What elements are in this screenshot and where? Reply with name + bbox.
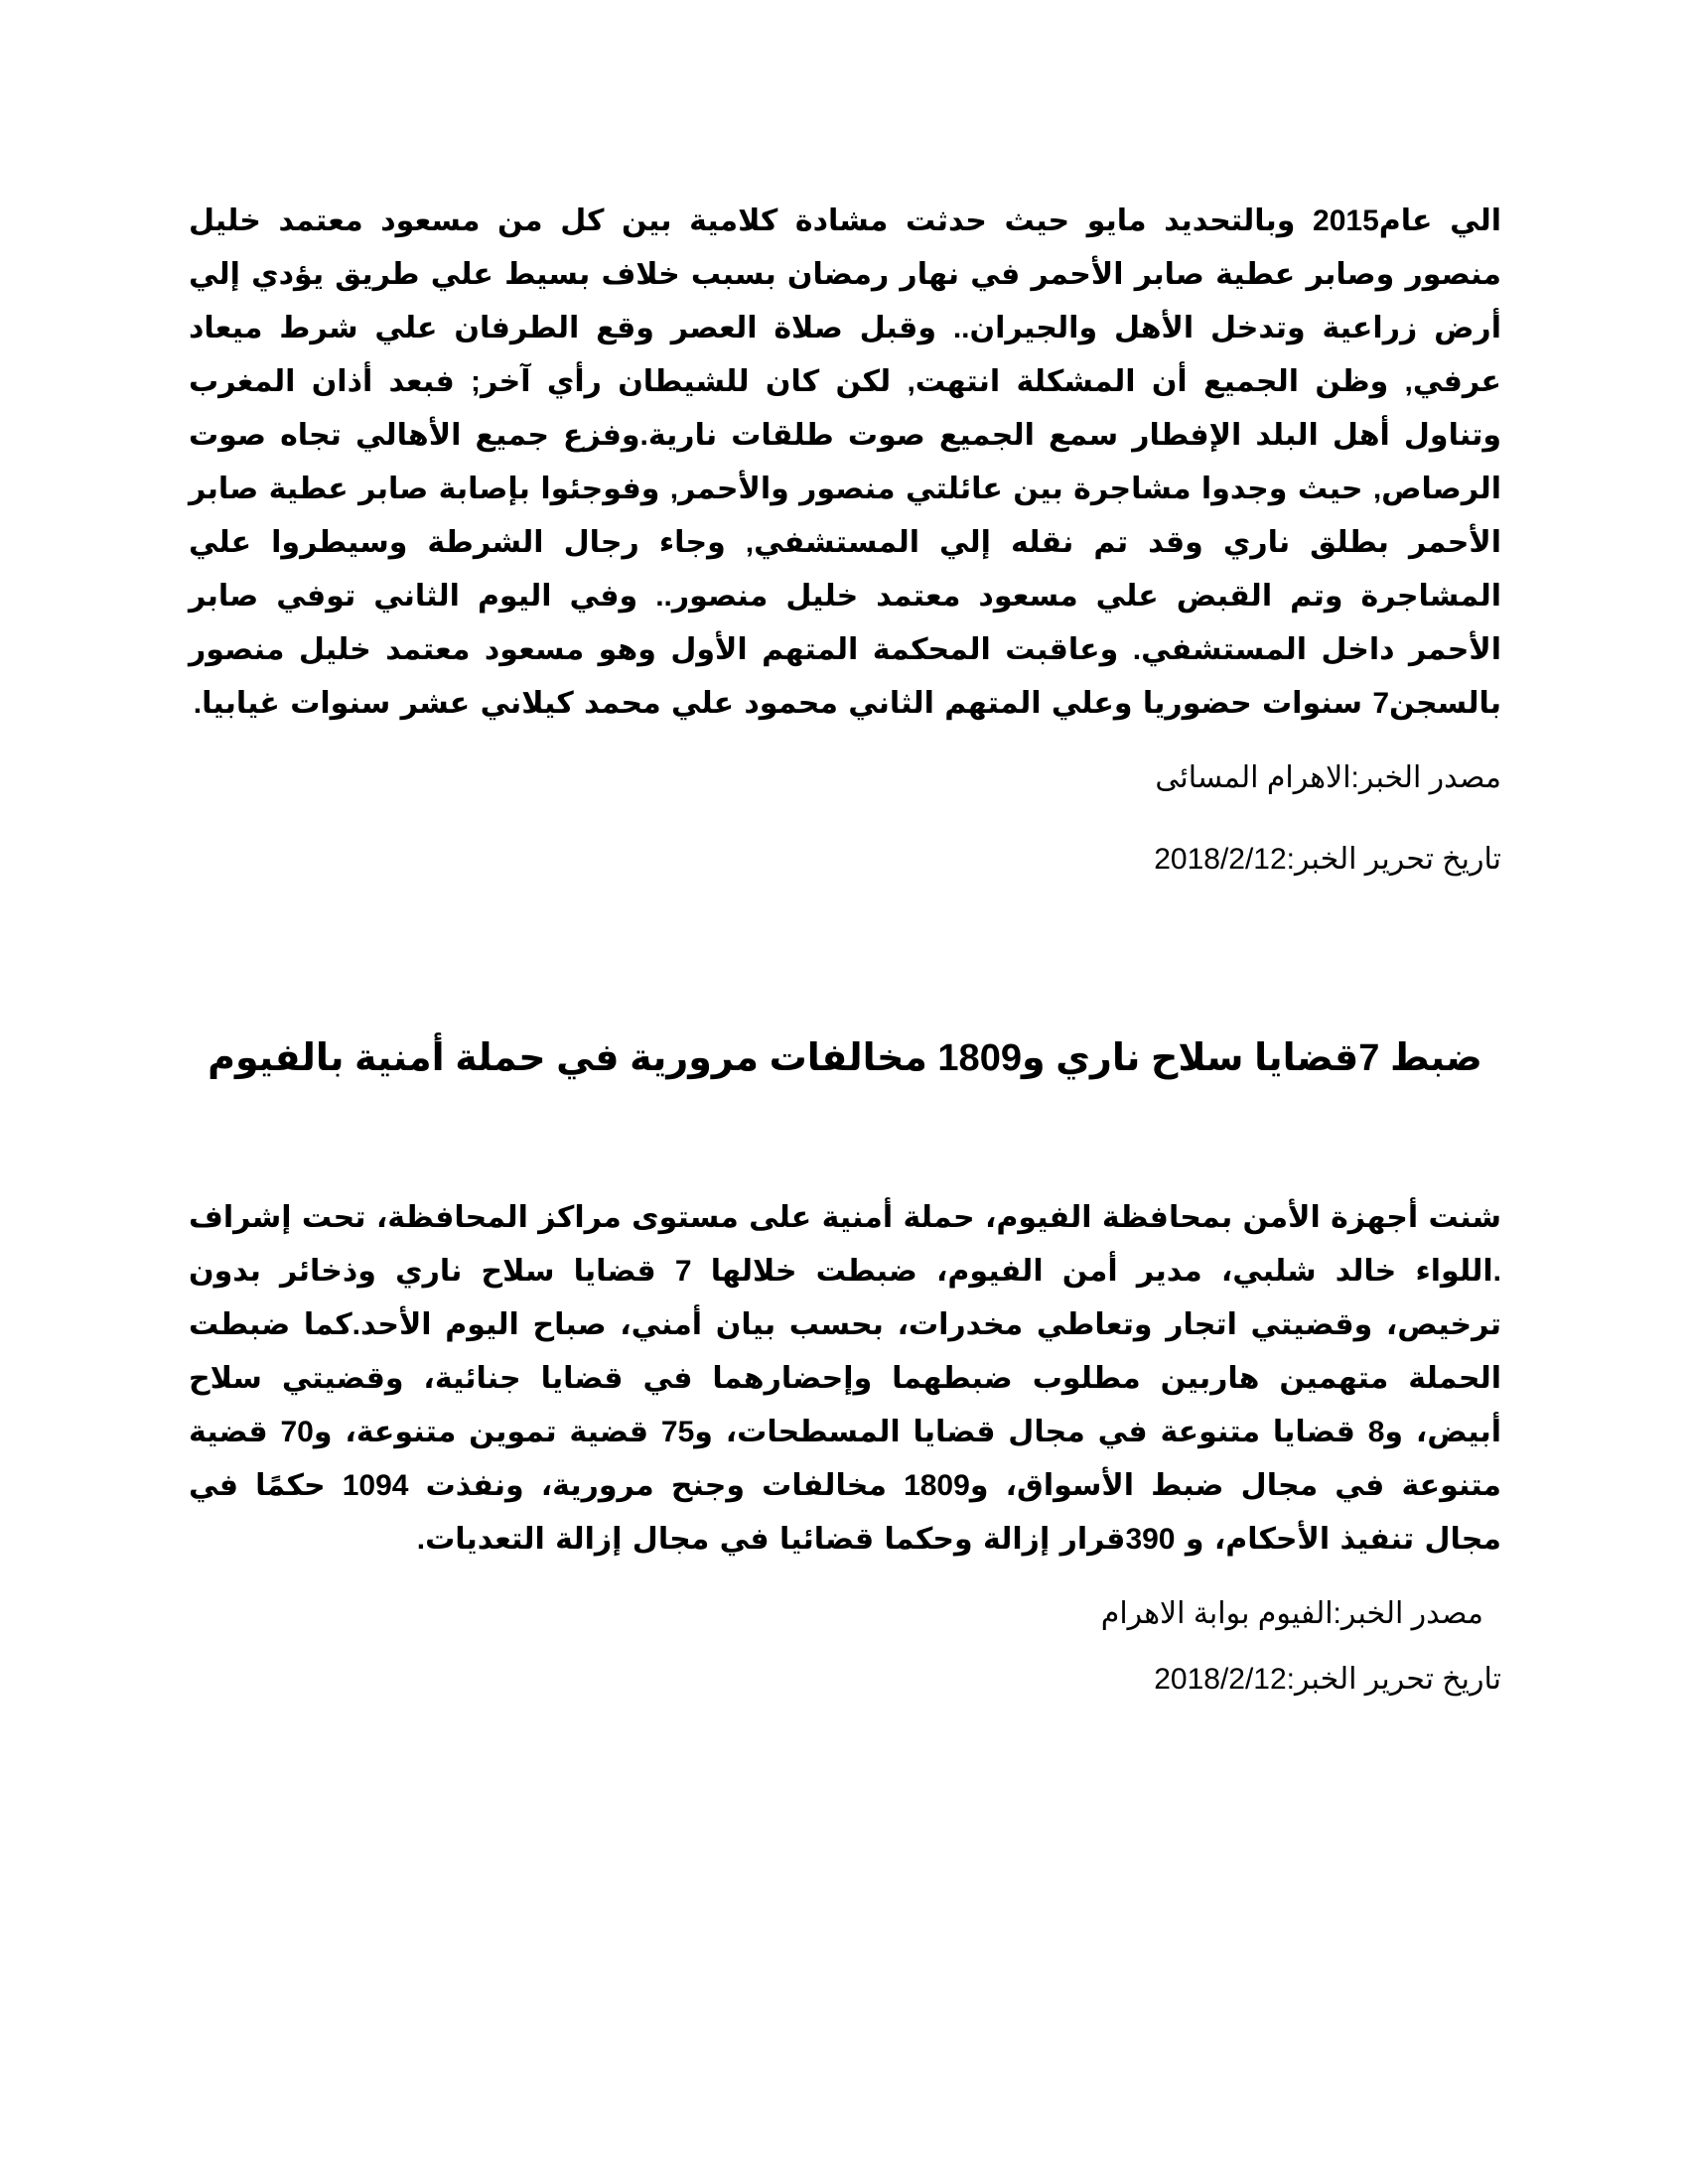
article1-body-paragraph: الي عام2015 وبالتحديد مايو حيث حدثت مشادة كلامية بين كل من مسعود معتمد خليل منصور وصابر عطية صابر الأحمر في نهار رمضان بسبب خلاف بسيط علي طريق يؤدي إلي أرض زراعية وتدخل الأهل والجيران.. وقبل صلاة العصر وقع الطرفان علي شرط ميعاد عرفي, وظن الجميع أن المشكلة انتهت, لكن كان للشيطان رأي آخر; فبعد أذان المغرب وتناول أهل البلد الإفطار سمع الجميع صوت طلقات نارية.وفزع جميع الأهالي تجاه صوت الرصاص, حيث وجدوا مشاجرة بين عائلتي منصور والأحمر, وفوجئوا بإصابة صابر عطية صابر الأحمر بطلق ناري وقد تم نقله إلي المستشفي, وجاء رجال الشرطة وسيطروا علي المشاجرة وتم القبض علي مسعود معتمد خليل منصور.. وفي اليوم الثاني توفي صابر الأحمر داخل المستشفي. وعاقبت المحكمة المتهم الأول وهو مسعود معتمد خليل منصور بالسجن7 سنوات حضوريا وعلي المتهم الثاني محمود علي محمد كيلاني عشر سنوات غيابيا. [189, 205, 1501, 720]
article2-headline: ضبط 7قضايا سلاح ناري و1809 مخالفات مرورية في حملة أمنية بالفيوم [208, 1037, 1482, 1079]
article1-news-source: مصدر الخبر:الاهرام المسائى [1155, 761, 1501, 794]
article2-body-paragraph: شنت أجهزة الأمن بمحافظة الفيوم، حملة أمنية على مستوى مراكز المحافظة، تحت إشراف .اللواء خالد شلبي، مدير أمن الفيوم، ضبطت خلالها 7 قضايا سلاح ناري وذخائر بدون ترخيص، وقضيتي اتجار وتعاطي مخدرات، بحسب بيان أمني، صباح اليوم الأحد.كما ضبطت الحملة متهمين هاربين مطلوب ضبطهما وإحضارهما في قضايا جنائية، وقضيتي سلاح أبيض، و8 قضايا متنوعة في مجال قضايا المسطحات، و75 قضية تموين متنوعة، و70 قضية متنوعة في مجال ضبط الأسواق، و1809 مخالفات وجنح مرورية، ونفذت 1094 حكمًا في مجال تنفيذ الأحكام، و 390قرار إزالة وحكما قضائيا في مجال إزالة التعديات. [188, 1201, 1502, 1556]
article1-edit-date: تاريخ تحرير الخبر:2018/2/12 [1154, 843, 1501, 876]
article2-news-source: مصدر الخبر:الفيوم بوابة الاهرام [1100, 1597, 1483, 1630]
article2-edit-date: تاريخ تحرير الخبر:2018/2/12 [1154, 1663, 1501, 1696]
